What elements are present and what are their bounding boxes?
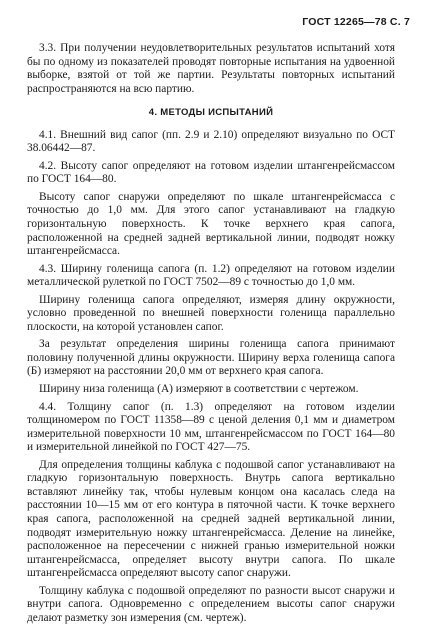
- paragraph-bottom-width: Ширину низа голенища (А) измеряют в соответствии с чертежом.: [39, 383, 359, 396]
- paragraph-width-measurement: Ширину голенища сапога определяют, измеряя длину окружности, условно проведенной по внешней поверхности голенища параллельно плоскости, на которой установлен сапог.: [27, 293, 395, 333]
- section-title: 4. МЕТОДЫ ИСПЫТАНИЙ: [148, 107, 274, 119]
- paragraph-3-3: 3.3. При получении неудовлетворительных результатов испытаний хотя бы по одному из показателей проводят повторные испытания на удвоенной выборке, взятой от той же партии. Результаты повторных испытаний распространяются на всю партию.: [27, 42, 395, 95]
- paragraph-4-2: 4.2. Высоту сапог определяют на готовом изделии штангенрейсмассом по ГОСТ 164—80.: [27, 159, 395, 186]
- document-body: [27, 42, 395, 629]
- paragraph-heel-thickness-method: Для определения толщины каблука с подошвой сапог устанавливают на гладкую горизонтальную поверхность. Внутрь сапога вертикально вставляют линейку так, чтобы нулевым концом она касалась следа на расстоянии 10—15 мм от его контура в пяточной части. К точке верхнего края сапога, расположенной на средней задней вертикальной линии, подводят измерительную ножку штангенрейсмасса. Деление на линейке, расположенное на пересечении с нижней гранью измерительной ножки штангенрейсмасса, определяет высоту внутри сапога. По шкале штангенрейсмасса определяют высоту сапог снаружи.: [27, 458, 395, 580]
- paragraph-4-3: 4.3. Ширину голенища сапога (п. 1.2) определяют на готовом изделии металлической рулеткой по ГОСТ 7502—89 с точностью до 1,0 мм.: [27, 262, 395, 289]
- paragraph-heel-thickness-result: Толщину каблука с подошвой определяют по разности высот снаружи и внутри сапога. Одновременно с определением высоты сапог снаружи делают разметку зон измерения (см. чертеж).: [27, 584, 395, 624]
- paragraph-4-4: 4.4. Толщину сапог (п. 1.3) определяют на готовом изделии толщиномером по ГОСТ 11358—89 с ценой деления 0,1 мм и диаметром измерительной поверхности 10 мм, штангенрейсмассом по ГОСТ 164—80 и измерительной линейкой по ГОСТ 427—75.: [27, 400, 395, 454]
- paragraph-4-1: 4.1. Внешний вид сапог (пп. 2.9 и 2.10) определяют визуально по ОСТ 38.06442—87.: [27, 128, 395, 155]
- paragraph-width-result: За результат определения ширины голенища сапога принимают половину полученной длины окружности. Ширину верха голенища сапога (Б) измеряют на расстоянии 20,0 мм от верхнего края сапога.: [27, 338, 395, 378]
- paragraph-height-measurement: Высоту сапог снаружи определяют по шкале штангенрейсмасса с точностью до 1,0 мм. Для этого сапог устанавливают на гладкую горизонтальную поверхность. К точке верхнего края сапога, расположенной на средней задней вертикальной линии, подводят ножку штангенрейсмасса.: [27, 190, 395, 258]
- page-header: ГОСТ 12265—78 С. 7: [302, 16, 410, 28]
